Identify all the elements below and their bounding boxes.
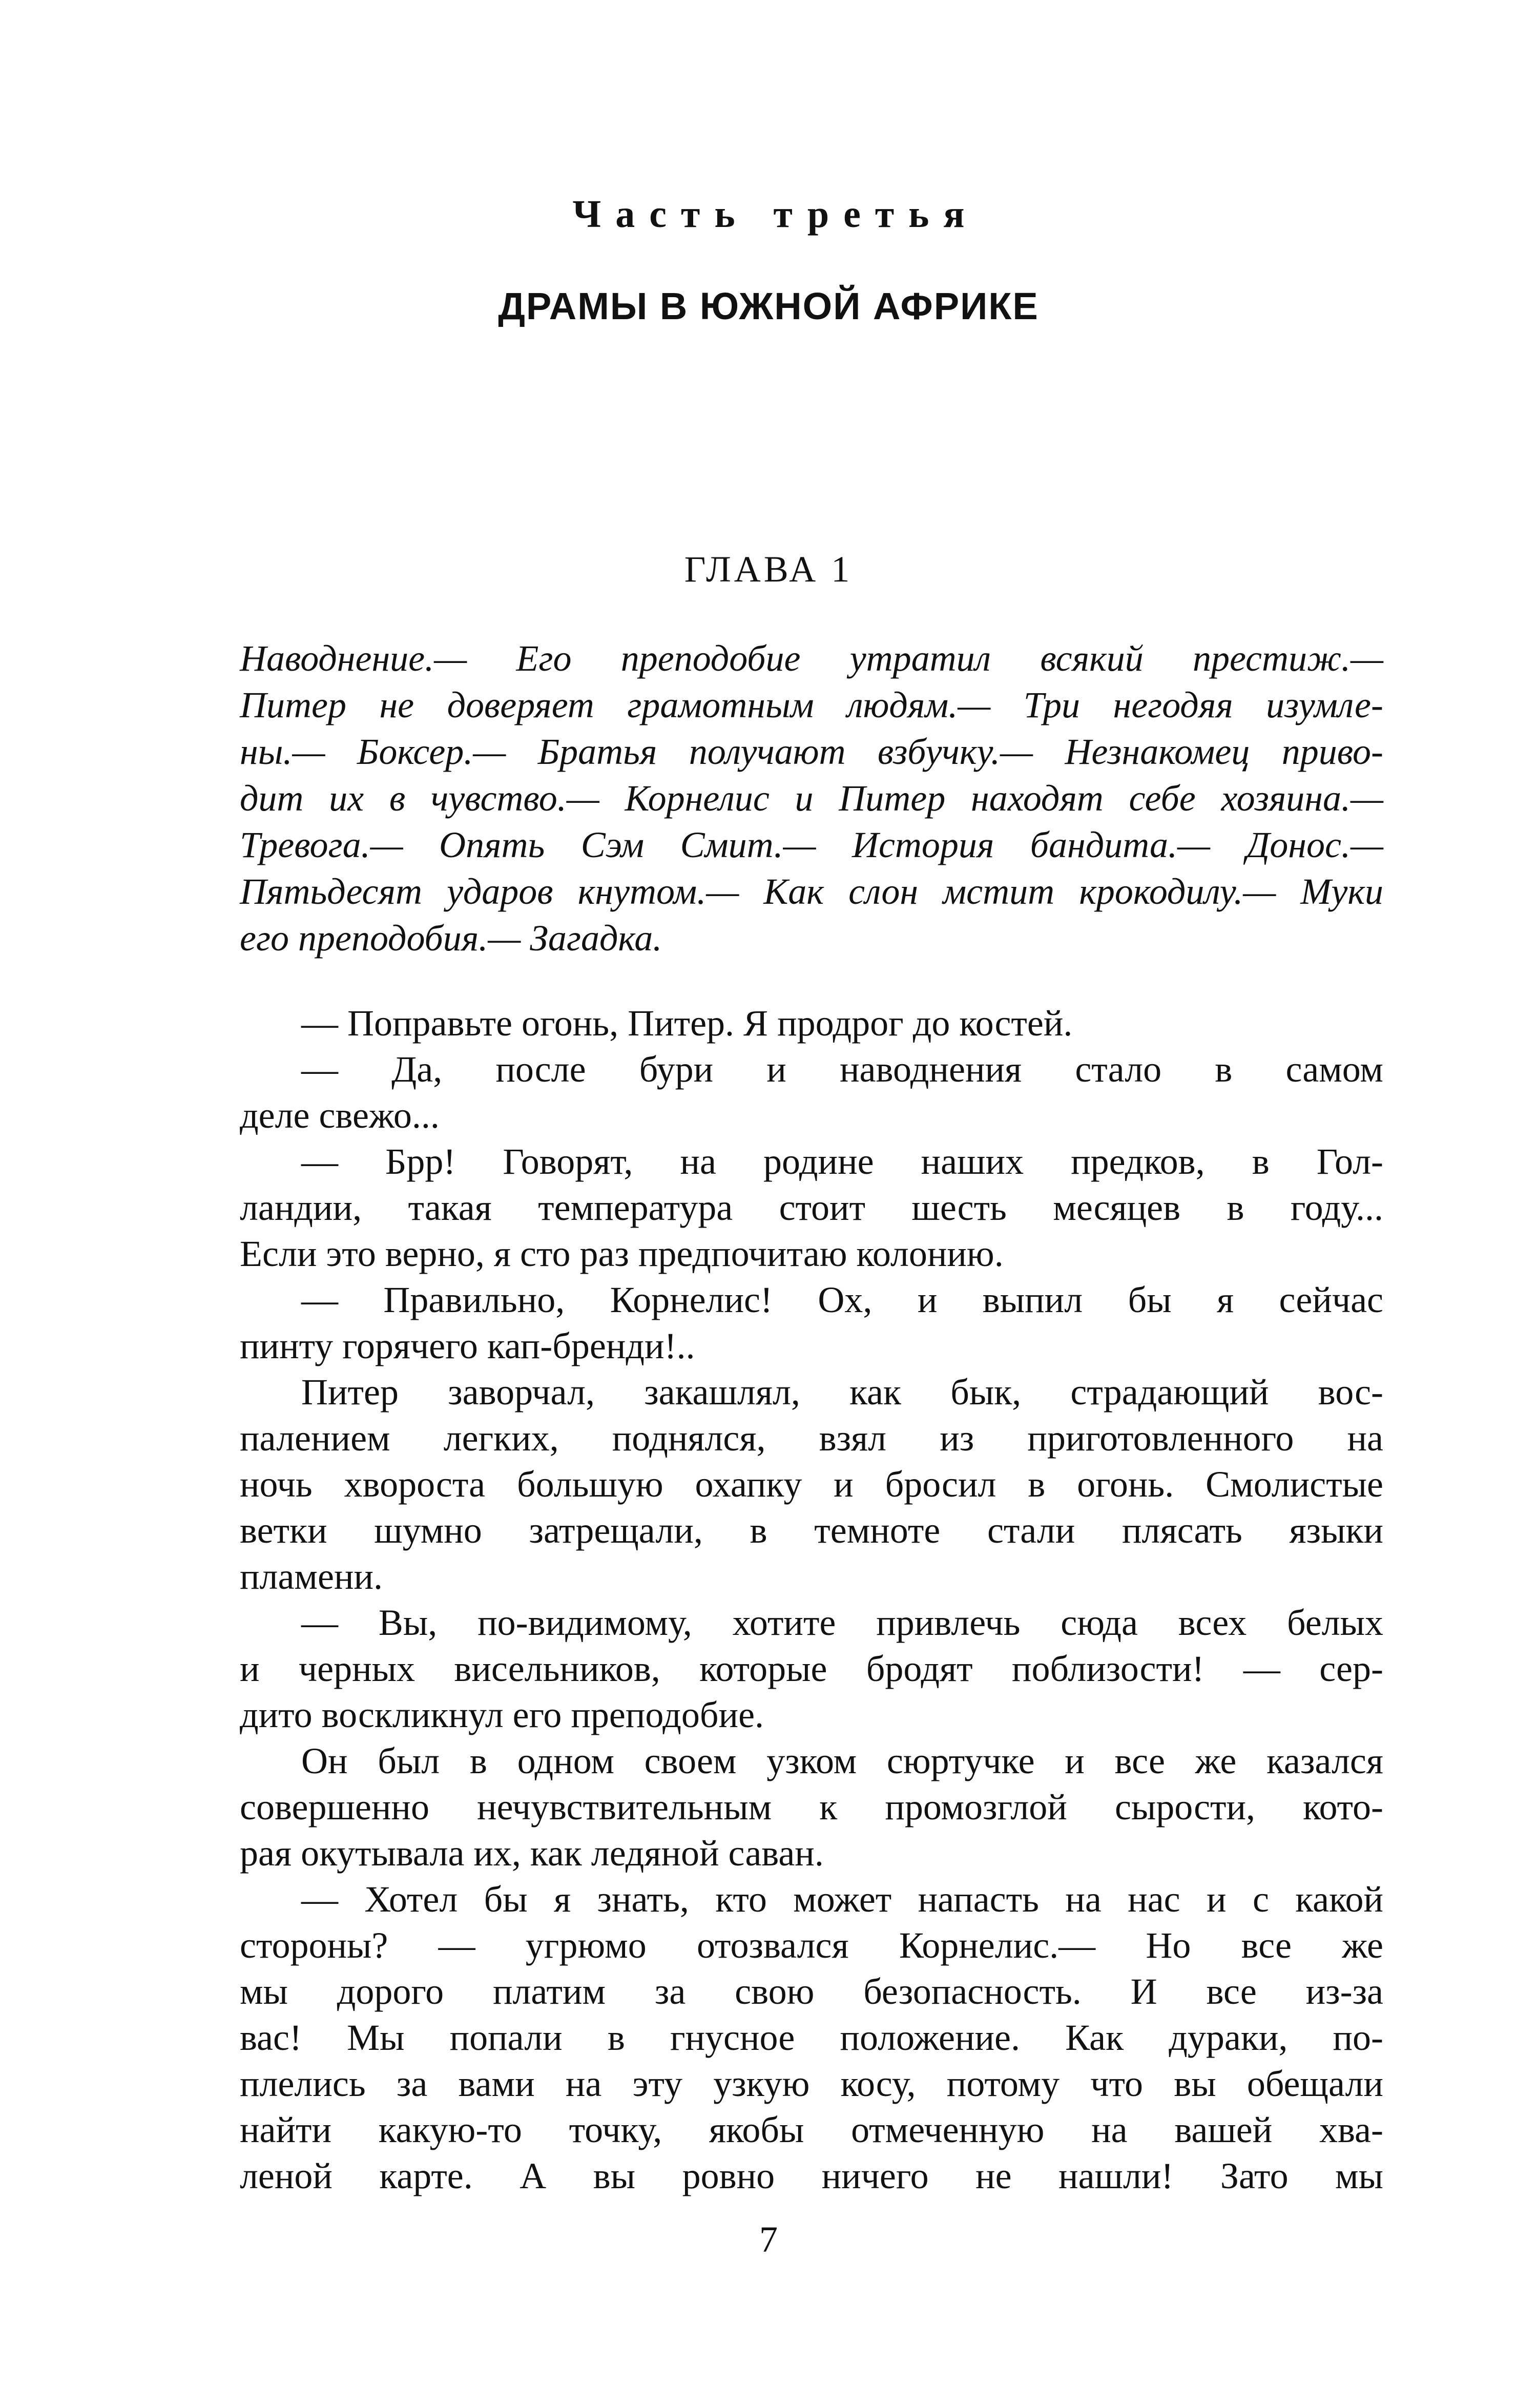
body-line: вас! Мы попали в гнусное положение. Как дураки, по-	[240, 2017, 1383, 2058]
part-subtitle: ДРАМЫ В ЮЖНОЙ АФРИКЕ	[498, 285, 1039, 327]
epigraph-line: Пятьдесят ударов кнутом.— Как слон мстит крокодилу.— Муки	[240, 871, 1383, 912]
body-line: найти какую-то точку, якобы отмеченную на вашей хва-	[240, 2109, 1383, 2150]
body-line: — Хотел бы я знать, кто может напасть на нас и с какой	[301, 1879, 1383, 1920]
epigraph-line: Питер не доверяет грамотным людям.— Три негодяя изумле-	[240, 684, 1383, 725]
body-line: деле свежо...	[240, 1095, 440, 1136]
epigraph-line: ны.— Боксер.— Братья получают взбучку.— Незнакомец приво-	[240, 731, 1383, 772]
body-line: ночь хвороста большую охапку и бросил в огонь. Смолистые	[240, 1464, 1383, 1505]
part-title: Часть третья	[572, 193, 979, 236]
body-line: плелись за вами на эту узкую косу, потому что вы обещали	[240, 2063, 1383, 2104]
body-line: ветки шумно затрещали, в темноте стали плясать языки	[240, 1510, 1383, 1551]
chapter-body-text	[240, 1000, 1383, 2199]
body-line: пламени.	[240, 1556, 383, 1597]
epigraph-line: его преподобия.— Загадка.	[240, 918, 662, 959]
epigraph-line: Наводнение.— Его преподобие утратил всякий престиж.—	[240, 638, 1383, 679]
epigraph-line: дит их в чувство.— Корнелис и Питер находят себе хозяина.—	[240, 778, 1383, 819]
body-line: и черных висельников, которые бродят поблизости! — сер-	[240, 1648, 1383, 1689]
body-line: Питер заворчал, закашлял, как бык, страдающий вос-	[301, 1372, 1383, 1413]
body-line: пинту горячего кап-бренди!..	[240, 1325, 695, 1366]
body-line: дито воскликнул его преподобие.	[240, 1694, 764, 1735]
page-number: 7	[759, 2219, 778, 2260]
body-line: совершенно нечувствительным к промозглой сырости, кото-	[240, 1787, 1383, 1828]
body-line: ландии, такая температура стоит шесть месяцев в году...	[240, 1187, 1383, 1228]
body-line: — Вы, по-видимому, хотите привлечь сюда всех белых	[301, 1602, 1383, 1643]
chapter-title: ГЛАВА 1	[684, 549, 853, 590]
body-line: Он был в одном своем узком сюртучке и все же казался	[301, 1740, 1383, 1781]
body-line: палением легких, поднялся, взял из приготовленного на	[240, 1418, 1383, 1459]
body-line: леной карте. А вы ровно ничего не нашли! Зато мы	[240, 2155, 1383, 2196]
body-line: — Правильно, Корнелис! Ох, и выпил бы я сейчас	[301, 1279, 1383, 1320]
body-line: Если это верно, я сто раз предпочитаю колонию.	[240, 1233, 1004, 1274]
body-line: — Да, после бури и наводнения стало в самом	[301, 1049, 1383, 1090]
chapter-epigraph	[240, 635, 1383, 962]
body-line: стороны? — угрюмо отозвался Корнелис.— Но все же	[240, 1925, 1383, 1966]
body-line: рая окутывала их, как ледяной саван.	[240, 1833, 824, 1874]
body-line: мы дорого платим за свою безопасность. И все из-за	[240, 1971, 1383, 2012]
epigraph-line: Тревога.— Опять Сэм Смит.— История бандита.— Донос.—	[240, 824, 1383, 865]
body-line: — Поправьте огонь, Питер. Я продрог до костей.	[301, 1003, 1073, 1044]
body-line: — Брр! Говорят, на родине наших предков, в Гол-	[301, 1141, 1383, 1182]
